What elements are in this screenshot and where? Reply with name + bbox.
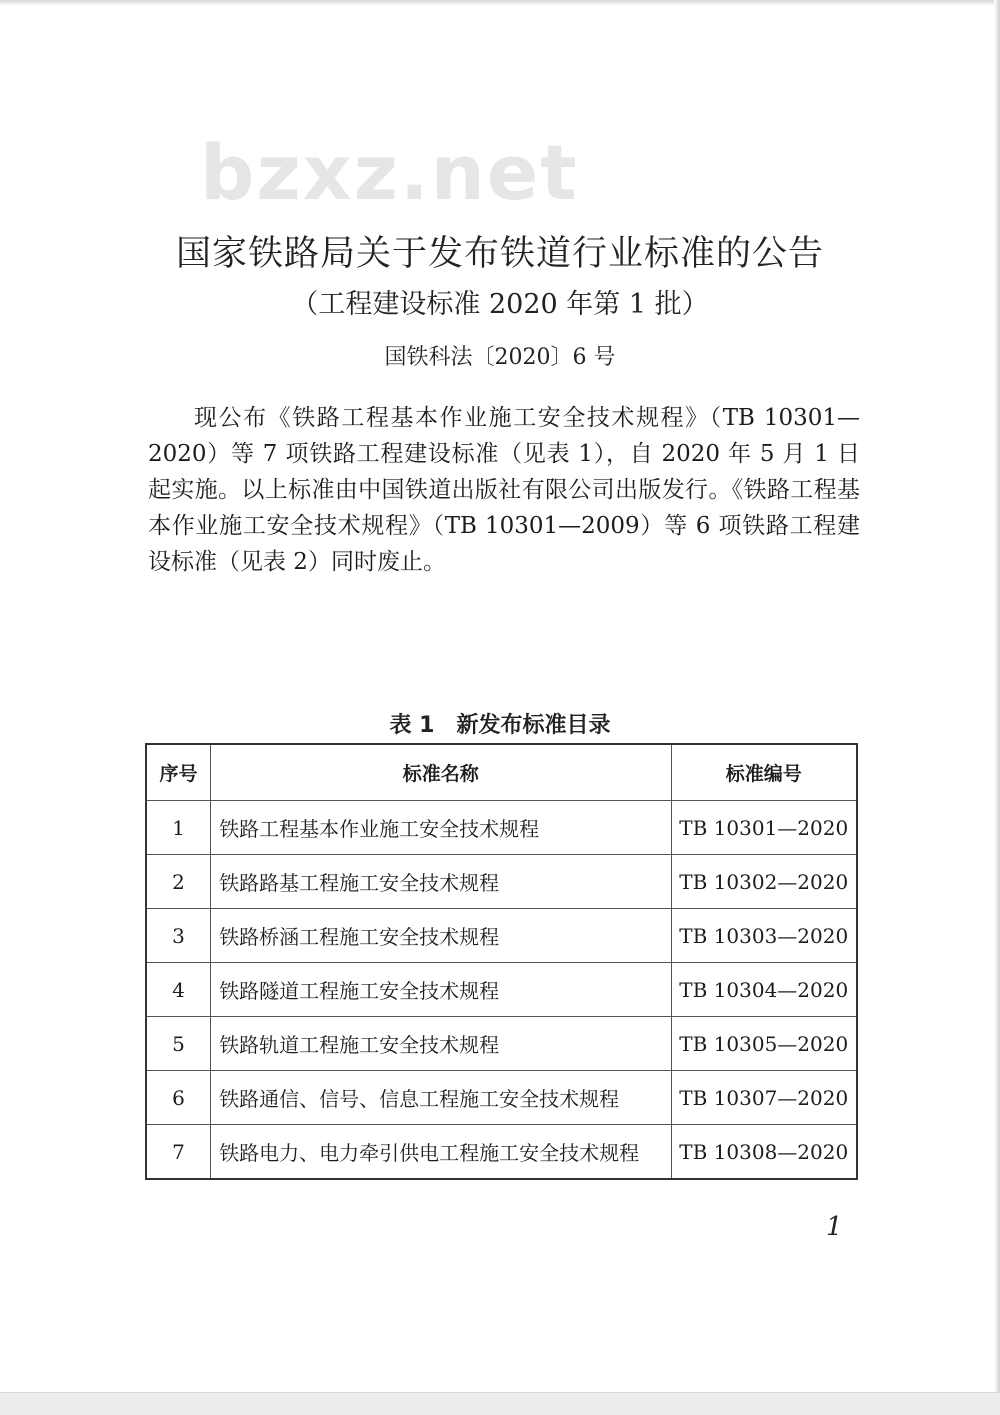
row-no: 5 [146,1017,211,1071]
table-caption: 表 1 新发布标准目录 [389,713,611,738]
table-row [146,1071,857,1125]
table-row [146,801,857,855]
row-name: 铁路轨道工程施工安全技术规程 [211,1017,671,1071]
table-row [146,1017,857,1071]
document-title: 国家铁路局关于发布铁道行业标准的公告 [175,234,824,274]
header-code: 标准编号 [671,744,857,801]
page-number: 1 [826,1212,843,1242]
table-row [146,963,857,1017]
watermark: bzxz.net [200,128,579,217]
row-code: TB 10307—2020 [671,1071,857,1125]
row-no: 2 [146,855,211,909]
row-name: 铁路工程基本作业施工安全技术规程 [211,801,671,855]
table-header-row [146,744,857,801]
row-name: 铁路电力、电力牵引供电工程施工安全技术规程 [211,1125,671,1180]
header-no: 序号 [146,744,211,801]
row-no: 6 [146,1071,211,1125]
row-code: TB 10308—2020 [671,1125,857,1180]
row-code: TB 10303—2020 [671,909,857,963]
table-row [146,909,857,963]
header-name: 标准名称 [211,744,671,801]
row-name: 铁路通信、信号、信息工程施工安全技术规程 [211,1071,671,1125]
standards-table [145,743,858,1180]
row-no: 4 [146,963,211,1017]
row-no: 1 [146,801,211,855]
page-edge-top [0,0,1000,6]
row-name: 铁路路基工程施工安全技术规程 [211,855,671,909]
row-no: 7 [146,1125,211,1180]
row-code: TB 10305—2020 [671,1017,857,1071]
table-row [146,855,857,909]
page-edge-bottom [0,1392,1000,1415]
row-code: TB 10302—2020 [671,855,857,909]
row-name: 铁路桥涵工程施工安全技术规程 [211,909,671,963]
document-subtitle: （工程建设标准 2020 年第 1 批） [291,289,709,320]
document-number: 国铁科法〔2020〕6 号 [384,345,616,370]
announcement-paragraph: 现公布《铁路工程基本作业施工安全技术规程》（TB 10301—2020）等 7 项铁路工程建设标准（见表 1），自 2020 年 5 月 1 日起实施。以上标准由中国铁道出版社有限公司出版发行。《铁路工程基本作业施工安全技术规程》（TB 10301—2009）等 6 项铁路工程建设标准（见表 2）同时废止。 [148,405,860,575]
row-code: TB 10301—2020 [671,801,857,855]
row-name: 铁路隧道工程施工安全技术规程 [211,963,671,1017]
row-no: 3 [146,909,211,963]
row-code: TB 10304—2020 [671,963,857,1017]
table-row [146,1125,857,1180]
